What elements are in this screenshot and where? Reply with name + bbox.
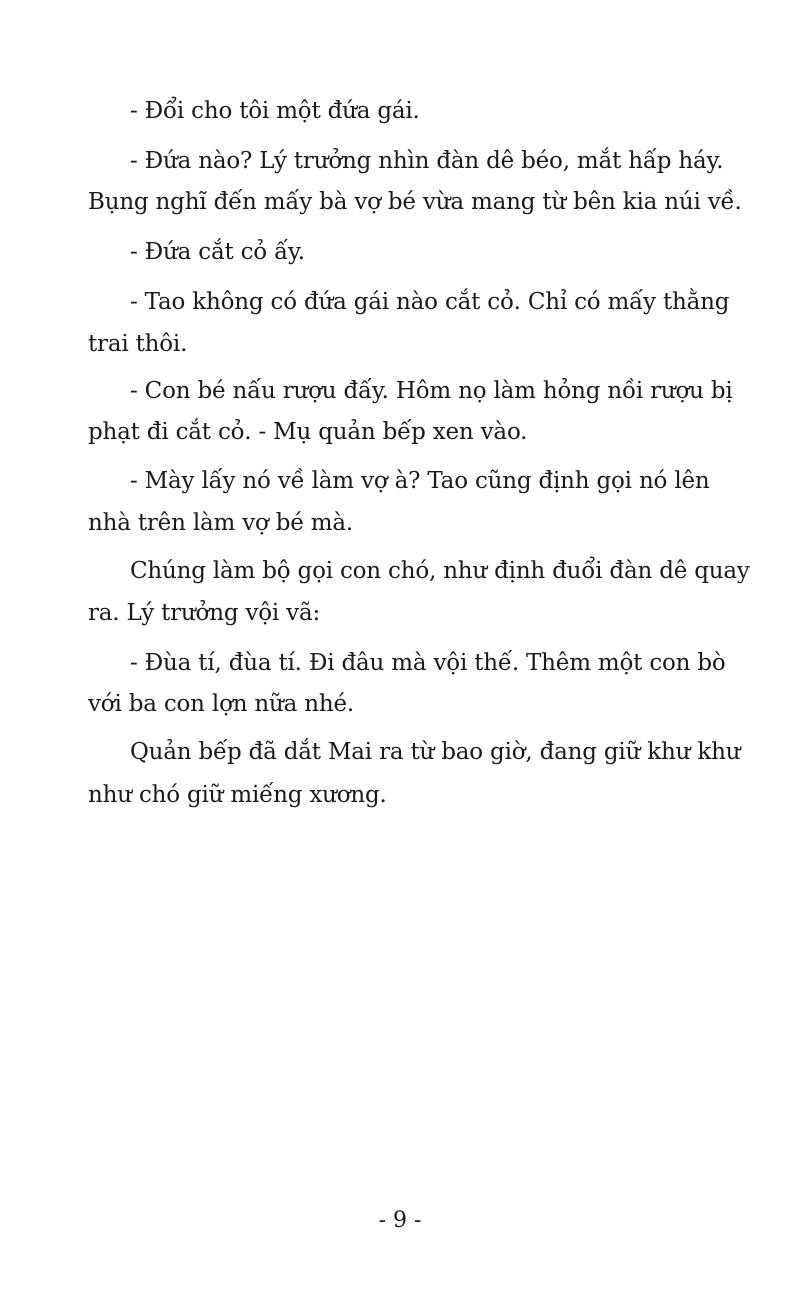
paragraph-9-line-1: Quản bếp đã dắt Mai ra từ bao giờ, đang giữ khư khư — [130, 739, 741, 765]
paragraph-4-line-1: - Tao không có đứa gái nào cắt cỏ. Chỉ có mấy thằng — [130, 289, 730, 315]
paragraph-1-line-1: - Đổi cho tôi một đứa gái. — [130, 98, 420, 124]
paragraph-6-line-1: - Mày lấy nó về làm vợ à? Tao cũng định gọi nó lên — [130, 468, 710, 494]
page-number: - 9 - — [378, 1208, 422, 1233]
paragraph-4-line-2: trai thôi. — [88, 331, 188, 357]
paragraph-5-line-1: - Con bé nấu rượu đấy. Hôm nọ làm hỏng nồi rượu bị — [130, 378, 733, 404]
paragraph-5-line-2: phạt đi cắt cỏ. - Mụ quản bếp xen vào. — [88, 419, 528, 445]
paragraph-9-line-2: như chó giữ miếng xương. — [88, 782, 387, 808]
paragraph-7-line-1: Chúng làm bộ gọi con chó, như định đuổi đàn dê quay — [130, 558, 750, 584]
paragraph-2-line-1: - Đứa nào? Lý trưởng nhìn đàn dê béo, mắt hấp háy. — [130, 148, 724, 174]
paragraph-7-line-2: ra. Lý trưởng vội vã: — [88, 600, 321, 626]
paragraph-2-line-2: Bụng nghĩ đến mấy bà vợ bé vừa mang từ bên kia núi về. — [88, 189, 742, 215]
paragraph-8-line-1: - Đùa tí, đùa tí. Đi đâu mà vội thế. Thêm một con bò — [130, 650, 726, 676]
paragraph-3-line-1: - Đứa cắt cỏ ấy. — [130, 239, 305, 265]
paragraph-6-line-2: nhà trên làm vợ bé mà. — [88, 510, 354, 536]
paragraph-8-line-2: với ba con lợn nữa nhé. — [88, 691, 355, 717]
